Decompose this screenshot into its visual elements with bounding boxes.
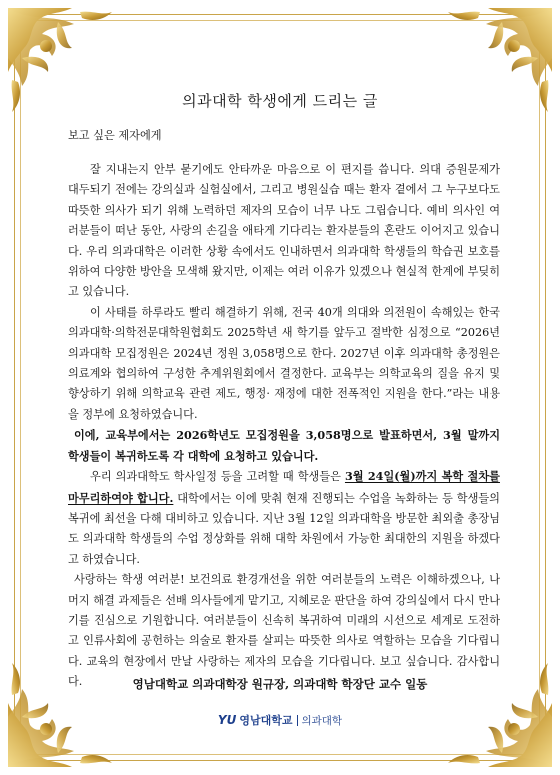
salutation: 보고 싶은 제자에게 xyxy=(68,129,162,142)
logo-divider xyxy=(297,715,298,726)
letter-title: 의과대학 학생에게 드리는 글 xyxy=(182,92,378,110)
paragraph-1: 잘 지내는지 안부 묻기에도 안타까운 마음으로 이 편지를 씁니다. 의대 증원문제가 대두되기 전에는 강의실과 실험실에서, 그리고 병원실습 때는 환자 곁에서 그 누구보다도 따뜻한 의사가 되기 위해 노력하던 제자의 모습이 너무 나도 그립습니다. 예비 의사인 여러분들이 떠난 동안, 사랑의 손길을 애타게 기다리는 환자분들의 혼란도 이어지고 있습니다. 우리 의과대학은 이러한 상황 속에서도 인내하면서 의과대학 학생들의 학습권 보호를 위하여 다양한 방안을 모색해 왔지만, 이제는 여러 이유가 있겠으나 현실적 한계에 부딪히고 있습니다. xyxy=(68,163,500,299)
letter-body xyxy=(68,160,500,693)
logo-university-name: 영남대학교 xyxy=(239,714,293,727)
signature: 영남대학교 의과대학장 원규장, 의과대학 학장단 교수 일동 xyxy=(132,677,428,691)
paragraph-4 xyxy=(68,466,500,570)
university-logo xyxy=(0,712,560,728)
logo-college-name: 의과대학 xyxy=(301,714,343,727)
paragraph-5: 사랑하는 학생 여러분! 보건의료 환경개선을 위한 여러분들의 노력은 이해하겠으나, 나머지 해결 과제들은 선배 의사들에게 맡기고, 지혜로운 판단을 하여 강의실에서 다시 만나기를 진심으로 기원합니다. 여러분들이 신속히 복귀하여 미래의 시선으로 세계로 도전하고 인류사회에 공헌하는 의술로 환자를 살피는 따뜻한 의사로 역할하는 모습을 기다립니다. 교육의 현장에서 만날 사랑하는 제자의 모습을 기다립니다. 보고 싶습니다. 감사합니다. xyxy=(68,573,500,689)
paragraph-4-rest: 대학에서는 이에 맞춰 현재 진행되는 수업을 녹화하는 등 학생들의 복귀에 최선을 다해 대비하고 있습니다. 지난 3월 12일 의과대학을 방문한 최외출 총장님도 의과대학 학생들의 수업 정상화를 위해 대학 차원에서 가능한 최대한의 지원을 하겠다고 하였습니다. xyxy=(68,491,500,566)
paragraph-2: 이 사태를 하루라도 빨리 해결하기 위해, 전국 40개 의대와 의전원이 속해있는 한국의과대학·의학전문대학원협회도 2025학년 새 학기를 앞두고 절박한 심정으로 “2026년 의과대학 모집정원은 2024년 정원 3,058명으로 한다. 2027년 이후 의과대학 총정원은 의료계와 협의하여 구성한 추계위원회에서 결정한다. 교육부는 의학교육의 질을 유지 및 향상하기 위해 의학교육 관련 제도, 행정· 재정에 대한 전폭적인 지원을 한다.”라는 내용을 정부에 요청하였습니다. xyxy=(68,305,500,421)
paragraph-3-bold: 이에, 교육부에서는 2026학년도 모집정원을 3,058명으로 발표하면서, 3월 말까지 학생들이 복귀하도록 각 대학에 요청하고 있습니다. xyxy=(68,428,500,463)
yu-logo-mark-icon: YU xyxy=(217,713,237,727)
paragraph-4-lead: 우리 의과대학도 학사일정 등을 고려할 때 학생들은 xyxy=(90,470,345,484)
paragraph-4-deadline-highlight: 3월 24일(월)까지 복학 절차를 마무리하여야 합니다. xyxy=(68,469,500,505)
